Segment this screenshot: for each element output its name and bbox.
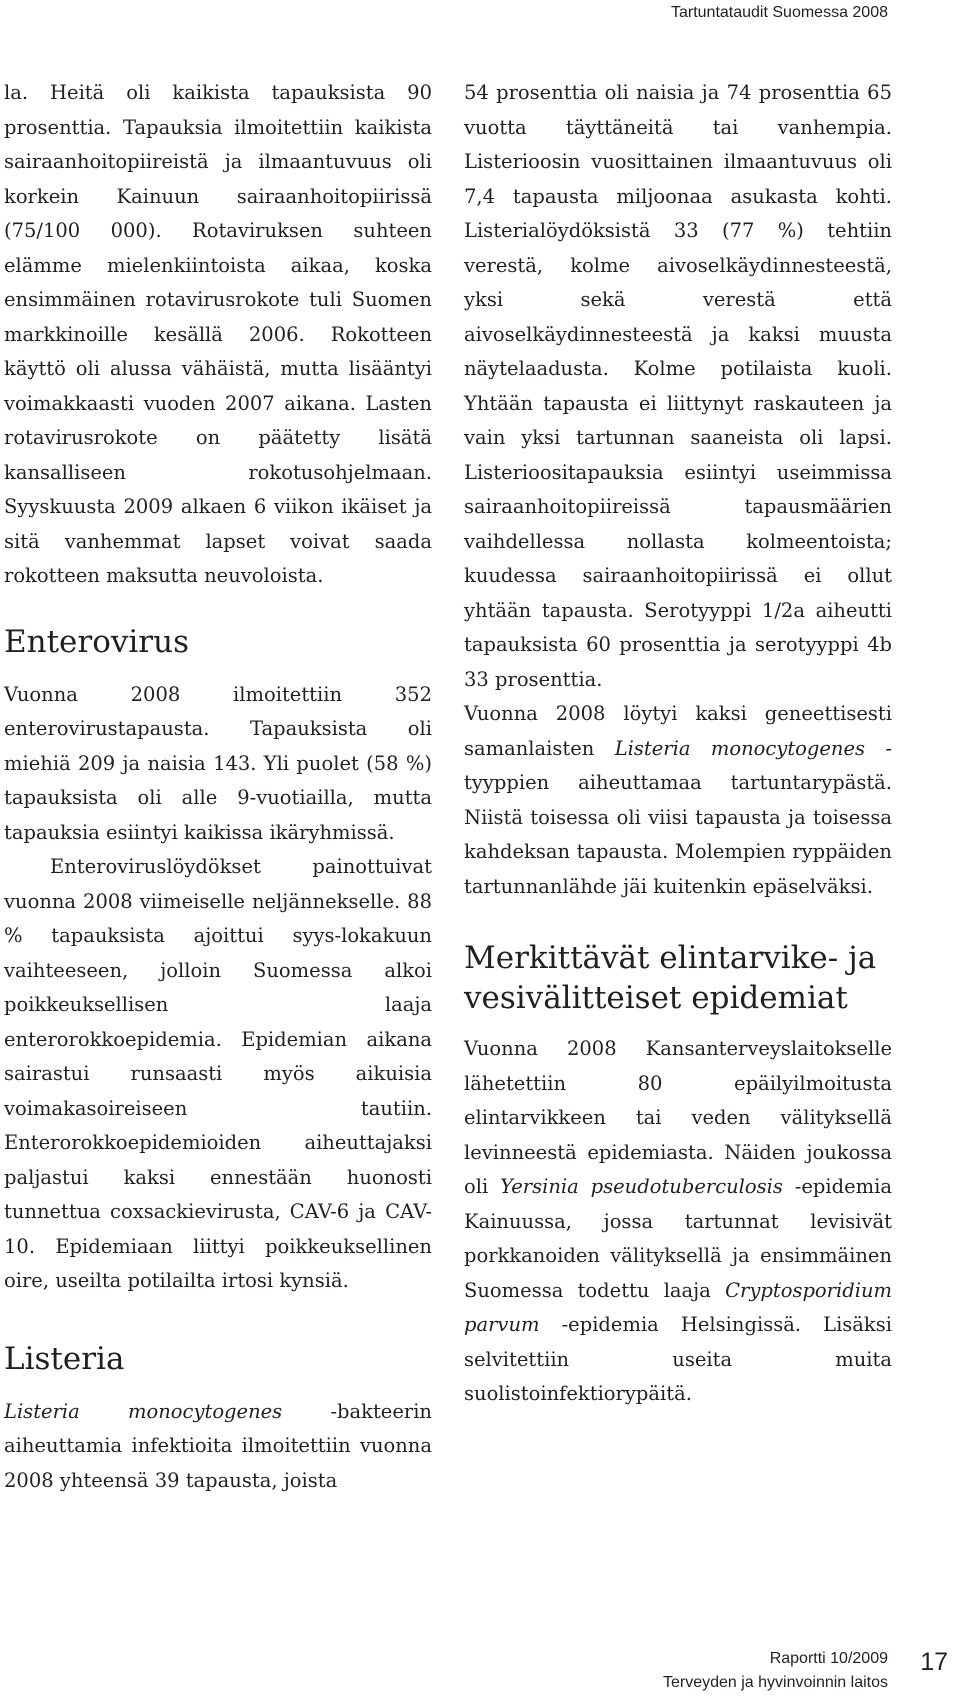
left-column bbox=[4, 76, 432, 1498]
enterovirus-paragraph-2: Enteroviruslöydökset painottuivat vuonna 2008 viimeiselle neljännekselle. 88 % tapauksista ajoittui syys-lokakuun vaihteeseen, jolloin Suomessa alkoi poikkeuksellisen laaja enterorokkoepidemia. Epidemian aikana sairastui runsaasti myös aikuisia voimakasoireiseen tautiin. Enterorokkoepidemioiden aiheuttajaksi paljastui kaksi ennestään huonosti tunnettua coxsackievirusta, CAV-6 ja CAV-10. Epidemiaan liittyi poikkeuksellinen oire, useilta potilailta irtosi kynsiä. bbox=[4, 855, 432, 1292]
listeria-paragraph-2-start: Vuonna 2008 löytyi kaksi geneettisesti samanlaisten bbox=[464, 702, 892, 760]
listeria-species: Listeria monocytogenes bbox=[4, 1399, 283, 1423]
listeria-paragraph-2 bbox=[464, 697, 892, 904]
listeria-paragraph-1-continued: 54 prosenttia oli naisia ja 74 prosenttia 65 vuotta täyttäneitä tai vanhempia. Listerioosin vuosittainen ilmaantuvuus oli 7,4 tapausta miljoonaa asukasta kohti. Listerialöydöksistä 33 (77 %) tehtiin verestä, kolme aivoselkäydinnesteestä, yksi sekä verestä että aivoselkäydinnesteestä ja kaksi muusta näytelaadusta. Kolme potilaista kuoli. Yhtään tapausta ei liittynyt raskauteen ja vain yksi tartunnan saaneista oli lapsi. Listerioositapauksia esiintyi useimmissa sairaanhoitopiireissä tapausmäärien vaihdellessa nollasta kolmeentoista; kuudessa sairaanhoitopiirissä ei ollut yhtään tapausta. Serotyyppi 1/2a aiheutti tapauksista 60 prosenttia ja serotyyppi 4b 33 prosenttia. bbox=[464, 81, 892, 691]
food-paragraph-mid: -epidemia Kainuussa, jossa tartunnat levisivät porkkanoiden välityksellä ja ensimmäinen Suomessa todettu laaja bbox=[464, 1175, 892, 1302]
yersinia-species: Yersinia pseudotuberculosis bbox=[500, 1175, 783, 1198]
listeria-paragraph-1 bbox=[4, 1395, 432, 1499]
enterovirus-paragraph-1: Vuonna 2008 ilmoitettiin 352 enterovirustapausta. Tapauksista oli miehiä 209 ja naisia 143. Yli puolet (58 %) tapauksista oli alle 9-vuotiailla, mutta tapauksia esiintyi kaikissa ikäryhmissä. bbox=[4, 682, 432, 844]
right-column bbox=[464, 76, 892, 1412]
page-number: 17 bbox=[920, 1648, 948, 1676]
food-paragraph-end: -epidemia Helsingissä. Lisäksi selvitettiin useita muita suolistoinfektiorypäitä. bbox=[464, 1313, 892, 1405]
listeria-species-2: Listeria monocytogenes bbox=[614, 736, 866, 760]
food-paragraph-start: Vuonna 2008 Kansanterveyslaitokselle lähetettiin 80 epäilyilmoitusta elintarvikkeen tai veden välityksellä levinneestä epidemiasta. Näiden joukossa oli bbox=[464, 1037, 892, 1198]
listeria-heading: Listeria bbox=[4, 1340, 125, 1377]
listeria-paragraph-2-rest: -tyyppien aiheuttamaa tartuntarypästä. Niistä toisessa oli viisi tapausta ja toisessa kahdeksan tapausta. Molempien ryppäiden tartunnanlähde jäi kuitenkin epäselväksi. bbox=[464, 736, 892, 898]
running-head: Tartuntataudit Suomessa 2008 bbox=[670, 4, 888, 21]
footer bbox=[663, 1647, 888, 1695]
food-water-epidemics-heading: Merkittävät elintarvike- ja vesivälitteiset epidemiat bbox=[464, 940, 877, 1016]
institution-name: Terveyden ja hyvinvoinnin laitos bbox=[662, 1674, 888, 1691]
listeria-paragraph-1-text: -bakteerin aiheuttamia infektioita ilmoitettiin vuonna 2008 yhteensä 39 tapausta, joista bbox=[4, 1399, 432, 1492]
rotavirus-paragraph: la. Heitä oli kaikista tapauksista 90 prosenttia. Tapauksia ilmoitettiin kaikista sairaanhoitopiireistä ja ilmaantuvuus oli korkein Kainuun sairaanhoitopiirissä (75/100 000). Rotaviruksen suhteen elämme mielenkiintoista aikaa, koska ensimmäinen rotavirusrokote tuli Suomen markkinoille kesällä 2006. Rokotteen käyttö oli alussa vähäistä, mutta lisääntyi voimakkaasti vuoden 2007 aikana. Lasten rotavirusrokote on päätetty lisätä kansalliseen rokotusohjelmaan. Syyskuusta 2009 alkaen 6 viikon ikäiset ja sitä vanhemmat lapset voivat saada rokotteen maksutta neuvoloista. bbox=[4, 81, 432, 587]
food-water-epidemics-paragraph bbox=[464, 1032, 892, 1412]
enterovirus-heading: Enterovirus bbox=[4, 623, 190, 660]
report-number: Raportti 10/2009 bbox=[769, 1650, 888, 1667]
cryptosporidium-species: Cryptosporidium parvum bbox=[464, 1278, 892, 1336]
